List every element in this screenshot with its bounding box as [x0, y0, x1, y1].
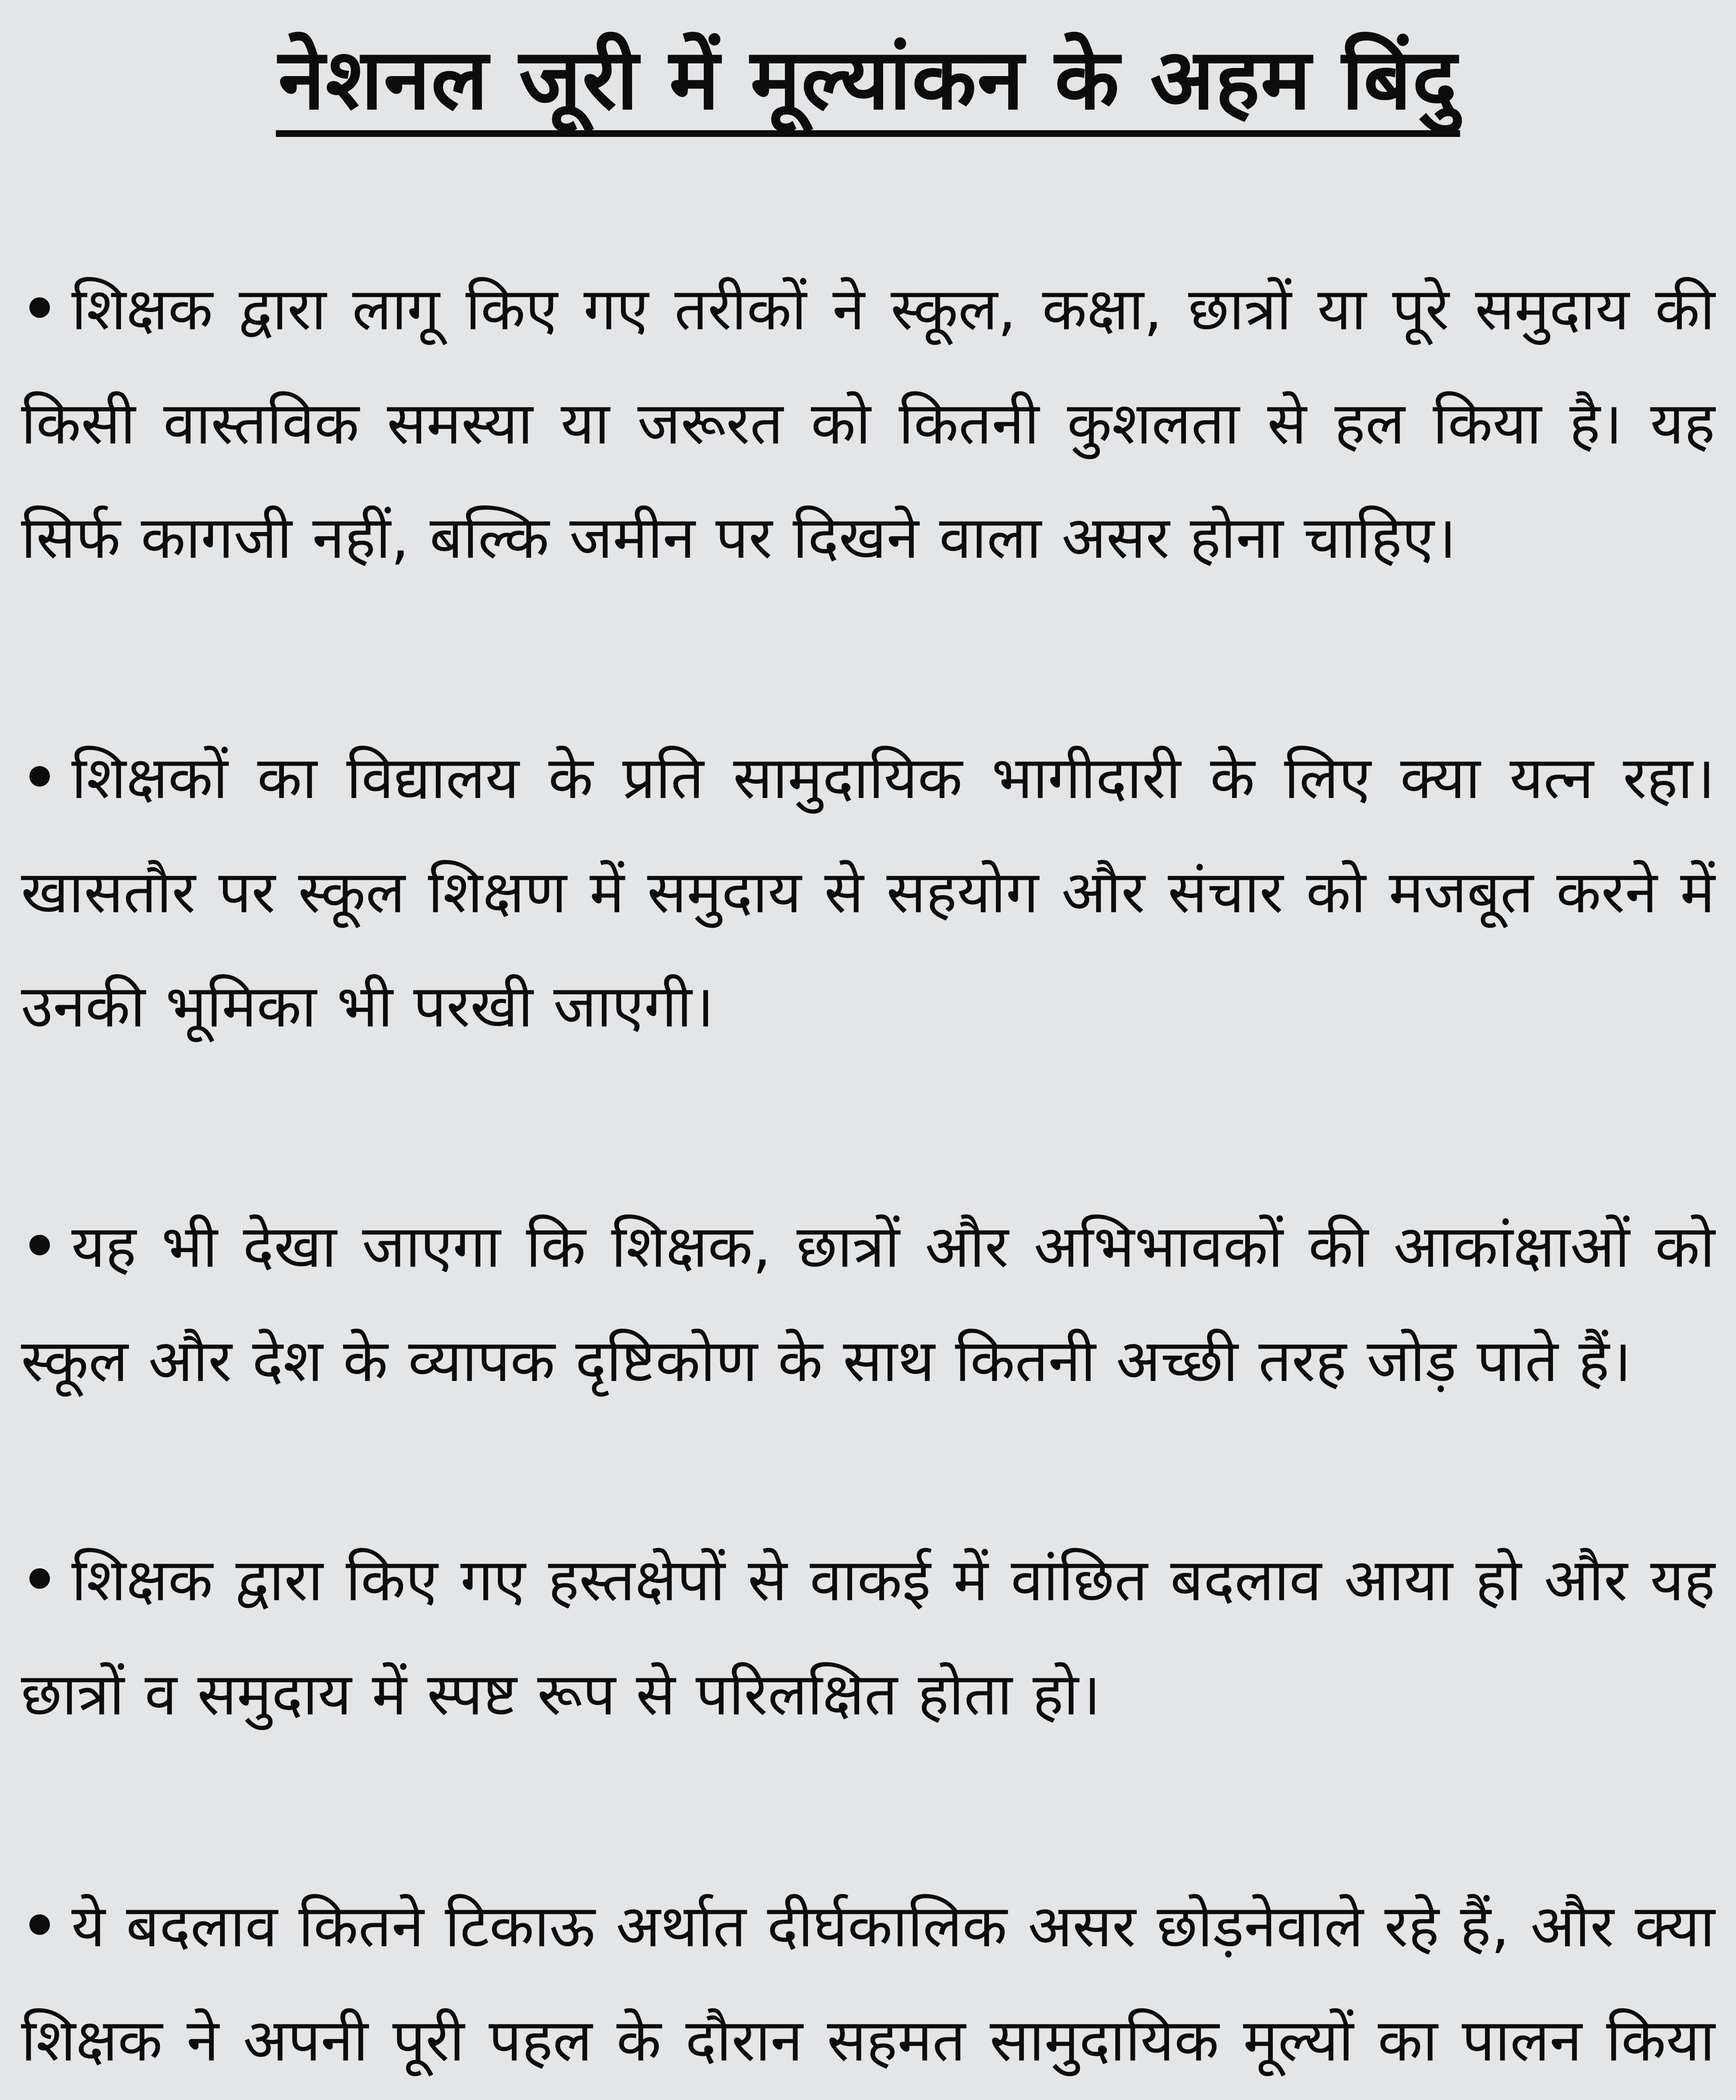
list-item [21, 721, 1715, 1063]
page-title: नेशनल जूरी में मूल्यांकन के अहम बिंदु [276, 29, 1461, 137]
bullet-icon: • [21, 744, 58, 812]
bullet-icon: • [21, 1892, 58, 1960]
point-text: शिक्षक द्वारा किए गए हस्तक्षेपों से वाकई में वांछित बदलाव आया हो और यह छात्रों व समुदाय में स्पष्ट रूप से परिलक्षित होता हो। [21, 1546, 1715, 1728]
title-block [21, 29, 1715, 147]
list-item [21, 1523, 1715, 1751]
bullet-icon: • [21, 1546, 58, 1614]
evaluation-points-list [21, 252, 1715, 2100]
point-text: यह भी देखा जाएगा कि शिक्षक, छात्रों और अभिभावकों की आकांक्षाओं को स्कूल और देश के व्यापक दृष्टिकोण के साथ कितनी अच्छी तरह जोड़ पाते हैं। [21, 1213, 1715, 1395]
list-item [21, 252, 1715, 595]
list-item [21, 1189, 1715, 1418]
bullet-icon: • [21, 1213, 58, 1281]
point-text: ये बदलाव कितने टिकाऊ अर्थात दीर्घकालिक असर छोड़नेवाले रहे हैं, और क्या शिक्षक ने अपनी पूरी पहल के दौरान सहमत सामुदायिक मूल्यों का पालन किया [21, 1892, 1715, 2074]
point-text: शिक्षक द्वारा लागू किए गए तरीकों ने स्कूल, कक्षा, छात्रों या पूरे समुदाय की किसी वास्तविक समस्या या जरूरत को कितनी कुशलता से हल किया है। यह सिर्फ कागजी नहीं, बल्कि जमीन पर दिखने वाला असर होना चाहिए। [21, 275, 1715, 572]
list-item [21, 1869, 1715, 2100]
bullet-icon: • [21, 275, 58, 343]
point-text: शिक्षकों का विद्यालय के प्रति सामुदायिक भागीदारी के लिए क्या यत्न रहा। खासतौर पर स्कूल शिक्षण में समुदाय से सहयोग और संचार को मजबूत करने में उनकी भूमिका भी परखी जाएगी। [21, 744, 1715, 1040]
